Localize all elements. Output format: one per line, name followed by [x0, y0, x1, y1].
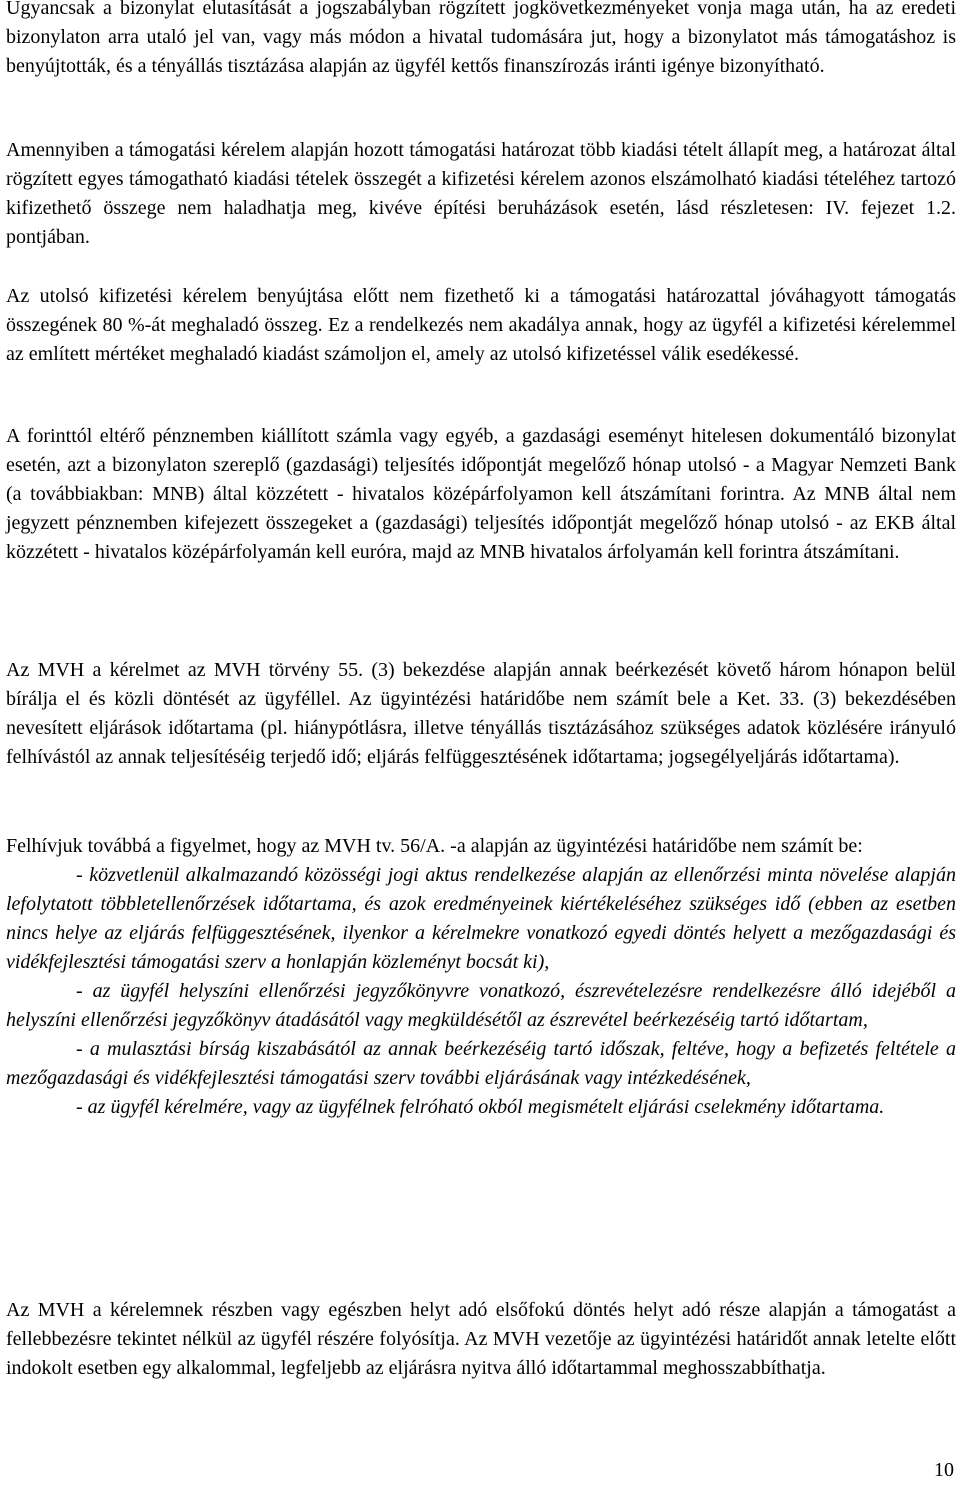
paragraph-duplicate-financing: Ugyancsak a bizonylat elutasítását a jogszabályban rögzített jogkövetkezményeket vonja maga után, ha az eredeti bizonylaton arra utaló jel van, vagy más módon a hivatal tudomására jut, hogy a bizonylatot más támogatáshoz is benyújtották, és a tényállás tisztázása alapján az ügyfél kettős finanszírozás iránti igénye bizonyítható. [6, 0, 956, 77]
paragraph-expense-items: Amennyiben a támogatási kérelem alapján hozott támogatási határozat több kiadási tételt állapít meg, a határozat által rögzített egyes támogatható kiadási tételek összegét a kifizetési kérelem azonos elszámolható kiadási tételéhez tartozó kifizethető összege nem haladhatja meg, kivéve építési beruházások esetén, lásd részletesen: IV. fejezet 1.2. pontjában. [6, 139, 956, 248]
list-item: - az ügyfél kérelmére, vagy az ügyfélnek felróható okból megismételt eljárási cselekmény időtartama. [76, 1096, 885, 1118]
list-item: - az ügyfél helyszíni ellenőrzési jegyzőkönyvre vonatkozó, észrevételezésre rendelkezésre álló idejéből a helyszíni ellenőrzési jegyzőkönyv átadásától vagy megküldésétől az észrevétel beérkezéséig tartó időtartam, [6, 980, 956, 1031]
page-number: 10 [934, 1459, 954, 1481]
paragraph-currency-conversion: A forinttól eltérő pénznemben kiállított számla vagy egyéb, a gazdasági eseményt hitelesen dokumentáló bizonylat esetén, azt a bizonylaton szereplő (gazdasági) teljesítés időpontját megelőző hónap utolsó - a Magyar Nemzeti Bank (a továbbiakban: MNB) által közzétett - hivatalos középárfolyamon kell átszámítani forintra. Az MNB által nem jegyzett pénznemben kifejezett összegeket a (gazdasági) teljesítés időpontját megelőző hónap utolsó - az EKB által közzétett - hivatalos középárfolyamán kell euróra, majd az MNB hivatalos árfolyamán kell forintra átszámítani. [6, 425, 956, 563]
list-item: - közvetlenül alkalmazandó közösségi jogi aktus rendelkezése alapján az ellenőrzési minta növelése alapján lefolytatott többletellenőrzések időtartama, és azok eredményeinek kiértékeléséhez szükséges idő (ebben az esetben nincs helye az eljárás felfüggesztésének, ilyenkor a kérelmekre vonatkozó egyedi döntés helyett a mezőgazdasági és vidékfejlesztési támogatási szerv a honlapján közleményt bocsát ki), [6, 864, 956, 973]
paragraph-payment-disbursement: Az MVH a kérelemnek részben vagy egészben helyt adó elsőfokú döntés helyt adó része alapján a támogatást a fellebbezésre tekintet nélkül az ügyfél részére folyósítja. Az MVH vezetője az ügyintézési határidőt annak letelte előtt indokolt esetben egy alkalommal, legfeljebb az eljárásra nyitva álló időtartammal meghosszabbíthatja. [6, 1299, 956, 1379]
section-excluded-periods [6, 832, 956, 1122]
list-item: - a mulasztási bírság kiszabásától az annak beérkezéséig tartó időszak, feltéve, hogy a befizetés feltétele a mezőgazdasági és vidékfejlesztési támogatási szerv további eljárásának vagy intézkedésének, [6, 1038, 956, 1089]
paragraph-excluded-periods-intro: Felhívjuk továbbá a figyelmet, hogy az MVH tv. 56/A. -a alapján az ügyintézési határidőbe nem számít be: [6, 835, 863, 857]
paragraph-final-payment-limit: Az utolsó kifizetési kérelem benyújtása előtt nem fizethető ki a támogatási határozattal jóváhagyott támogatás összegének 80 %-át meghaladó összeg. Ez a rendelkezés nem akadálya annak, hogy az ügyfél a kifizetési kérelemmel az említett mértéket meghaladó kiadást számoljon el, amely az utolsó kifizetéssel válik esedékessé. [6, 285, 956, 365]
paragraph-decision-deadline: Az MVH a kérelmet az MVH törvény 55. (3) bekezdése alapján annak beérkezését követő három hónapon belül bírálja el és közli döntését az ügyféllel. Az ügyintézési határidőbe nem számít bele a Ket. 33. (3) bekezdésében nevesített eljárások időtartama (pl. hiánypótlásra, illetve tényállás tisztázásához szükséges adatok közlésére irányuló felhívástól az annak teljesítéséig terjedő idő; eljárás felfüggesztésének időtartama; jogsegélyeljárás időtartama). [6, 659, 956, 768]
